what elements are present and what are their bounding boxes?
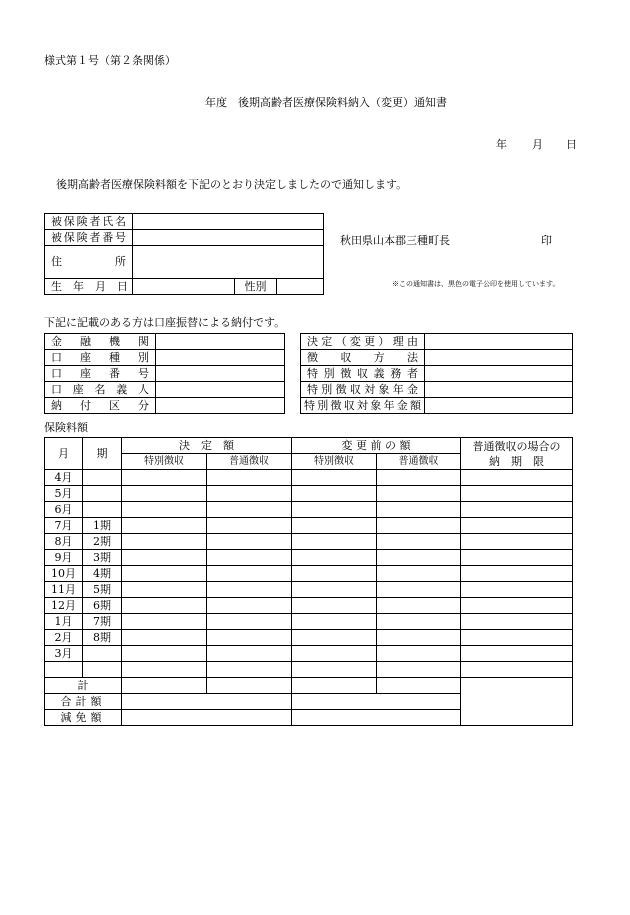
deadline-header-line2: 納 期 限 [489, 454, 544, 468]
before-special-cell [292, 646, 377, 662]
decision-info-table [300, 333, 573, 414]
decided-special-cell [122, 662, 207, 678]
birth-row [45, 279, 324, 295]
insured-name-value [133, 214, 324, 230]
before-special-cell [292, 630, 377, 646]
address-label: 住 所 [45, 246, 133, 279]
decided-amount-header: 決 定 額 [122, 438, 292, 454]
decided-normal-cell [207, 534, 292, 550]
deadline-cell [461, 518, 573, 534]
month-cell: 5月 [45, 486, 83, 502]
bank-institution-row [45, 334, 285, 350]
before-normal-cell [377, 614, 461, 630]
electronic-seal-note: ※この通知書は、黒色の電子公印を使用しています。 [392, 280, 560, 288]
insured-number-value [133, 230, 324, 246]
subtotal-row [45, 678, 573, 694]
issuer-name: 秋田県山本郡三種町長 [340, 234, 450, 247]
subtotal-decided-normal [207, 678, 292, 694]
bank-info-table [44, 333, 285, 414]
before-normal-cell [377, 486, 461, 502]
insured-info-table [44, 213, 324, 295]
decided-normal-cell [207, 518, 292, 534]
birth-label: 生 年 月 日 [45, 279, 133, 295]
deadline-cell [461, 662, 573, 678]
decided-special-header: 特別徴収 [122, 454, 207, 470]
institution-label: 金融機関 [45, 334, 156, 350]
deadline-cell [461, 614, 573, 630]
period-cell [83, 646, 122, 662]
payment-category-value [156, 398, 285, 414]
before-special-cell [292, 502, 377, 518]
decided-normal-cell [207, 550, 292, 566]
before-normal-header: 普通徴収 [377, 454, 461, 470]
table-row [45, 550, 573, 566]
deadline-cell [461, 566, 573, 582]
decided-normal-cell [207, 614, 292, 630]
deadline-cell [461, 598, 573, 614]
decided-special-cell [122, 566, 207, 582]
table-row [45, 534, 573, 550]
decided-normal-cell [207, 598, 292, 614]
method-value [425, 350, 573, 366]
reduction-before [292, 710, 461, 726]
premium-section-label: 保険料額 [44, 421, 88, 434]
month-cell: 7月 [45, 518, 83, 534]
before-special-cell [292, 582, 377, 598]
total-decided [122, 694, 292, 710]
before-normal-cell [377, 646, 461, 662]
account-type-value [156, 350, 285, 366]
account-number-value [156, 366, 285, 382]
decided-normal-cell [207, 646, 292, 662]
period-cell: 1期 [83, 518, 122, 534]
insured-number-label: 被保険者番号 [45, 230, 133, 246]
obligor-row [301, 366, 573, 382]
deadline-cell [461, 534, 573, 550]
period-cell: 8期 [83, 630, 122, 646]
deadline-cell [461, 582, 573, 598]
decided-special-cell [122, 630, 207, 646]
before-special-cell [292, 566, 377, 582]
deadline-cell [461, 486, 573, 502]
before-change-header: 変 更 前 の 額 [292, 438, 461, 454]
month-cell: 10月 [45, 566, 83, 582]
form-number: 様式第１号（第２条関係） [44, 54, 176, 67]
intro-text: 後期高齢者医療保険料額を下記のとおり決定しましたので通知します。 [56, 178, 408, 191]
period-cell [83, 502, 122, 518]
deadline-cell [461, 470, 573, 486]
reason-row [301, 334, 573, 350]
table-row [45, 598, 573, 614]
institution-value [156, 334, 285, 350]
before-normal-cell [377, 582, 461, 598]
method-row [301, 350, 573, 366]
period-cell [83, 470, 122, 486]
reduction-decided [122, 710, 292, 726]
decided-normal-cell [207, 582, 292, 598]
month-cell: 4月 [45, 470, 83, 486]
subtotal-deadline [461, 678, 573, 726]
table-row [45, 614, 573, 630]
month-cell [45, 662, 83, 678]
date-day-label: 日 [566, 138, 577, 151]
period-cell [83, 662, 122, 678]
before-special-cell [292, 534, 377, 550]
decided-special-cell [122, 598, 207, 614]
decided-normal-cell [207, 470, 292, 486]
deadline-cell [461, 646, 573, 662]
pension-row [301, 382, 573, 398]
before-normal-cell [377, 566, 461, 582]
deadline-cell [461, 550, 573, 566]
decided-special-cell [122, 614, 207, 630]
before-normal-cell [377, 534, 461, 550]
reduction-label: 減免額 [45, 710, 122, 726]
subtotal-decided-special [122, 678, 207, 694]
insured-name-label: 被保険者氏名 [45, 214, 133, 230]
period-cell: 2期 [83, 534, 122, 550]
decided-normal-cell [207, 566, 292, 582]
table-row [45, 582, 573, 598]
period-header: 期 [83, 438, 122, 470]
before-normal-cell [377, 662, 461, 678]
before-special-cell [292, 486, 377, 502]
period-cell: 3期 [83, 550, 122, 566]
subtotal-before-special [292, 678, 377, 694]
month-cell: 3月 [45, 646, 83, 662]
pension-label: 特別徴収対象年金 [301, 382, 425, 398]
deadline-header-line1: 普通徴収の場合の [472, 439, 561, 453]
decided-special-cell [122, 582, 207, 598]
table-row [45, 630, 573, 646]
reason-value [425, 334, 573, 350]
month-cell: 12月 [45, 598, 83, 614]
sex-value [277, 279, 324, 295]
total-label: 合計額 [45, 694, 122, 710]
deadline-cell [461, 502, 573, 518]
insured-number-row [45, 230, 324, 246]
account-number-row [45, 366, 285, 382]
month-header: 月 [45, 438, 83, 470]
pension-value [425, 382, 573, 398]
address-row [45, 246, 324, 279]
decided-normal-cell [207, 486, 292, 502]
decided-special-cell [122, 646, 207, 662]
before-special-cell [292, 518, 377, 534]
decided-normal-cell [207, 630, 292, 646]
seal-mark: 印 [541, 234, 552, 247]
month-cell: 8月 [45, 534, 83, 550]
pension-amount-row [301, 398, 573, 414]
before-special-cell [292, 550, 377, 566]
reason-label: 決定（変更）理由 [301, 334, 425, 350]
before-normal-cell [377, 598, 461, 614]
address-value [133, 246, 324, 279]
before-normal-cell [377, 502, 461, 518]
period-cell: 6期 [83, 598, 122, 614]
before-special-cell [292, 662, 377, 678]
period-cell [83, 486, 122, 502]
birth-value [133, 279, 235, 295]
account-holder-row [45, 382, 285, 398]
month-cell: 11月 [45, 582, 83, 598]
decided-special-cell [122, 550, 207, 566]
date-year-label: 年 [496, 138, 507, 151]
period-cell: 5期 [83, 582, 122, 598]
date-month-label: 月 [532, 138, 543, 151]
before-special-cell [292, 470, 377, 486]
account-type-label: 口座種別 [45, 350, 156, 366]
total-before [292, 694, 461, 710]
month-cell: 9月 [45, 550, 83, 566]
account-holder-value [156, 382, 285, 398]
table-row [45, 518, 573, 534]
obligor-label: 特別徴収義務者 [301, 366, 425, 382]
account-number-label: 口座番号 [45, 366, 156, 382]
payment-category-label: 納付区分 [45, 398, 156, 414]
subtotal-before-normal [377, 678, 461, 694]
pension-amount-value [425, 398, 573, 414]
subtotal-label: 計 [45, 678, 122, 694]
table-row [45, 566, 573, 582]
decided-normal-cell [207, 502, 292, 518]
decided-normal-header: 普通徴収 [207, 454, 292, 470]
decided-special-cell [122, 534, 207, 550]
table-row [45, 646, 573, 662]
deadline-cell [461, 630, 573, 646]
decided-normal-cell [207, 662, 292, 678]
period-cell: 4期 [83, 566, 122, 582]
deadline-header [461, 438, 573, 470]
obligor-value [425, 366, 573, 382]
before-normal-cell [377, 470, 461, 486]
insured-name-row [45, 214, 324, 230]
payment-category-row [45, 398, 285, 414]
before-special-cell [292, 614, 377, 630]
table-row [45, 502, 573, 518]
before-special-cell [292, 598, 377, 614]
month-cell: 2月 [45, 630, 83, 646]
before-normal-cell [377, 518, 461, 534]
premium-table [44, 437, 573, 726]
decided-special-cell [122, 502, 207, 518]
account-type-row [45, 350, 285, 366]
decided-special-cell [122, 470, 207, 486]
account-holder-label: 口座名義人 [45, 382, 156, 398]
month-cell: 6月 [45, 502, 83, 518]
method-label: 徴収方法 [301, 350, 425, 366]
decided-special-cell [122, 518, 207, 534]
premium-header-row [45, 438, 573, 454]
table-row [45, 470, 573, 486]
before-normal-cell [377, 630, 461, 646]
table-row [45, 486, 573, 502]
table-row [45, 662, 573, 678]
pension-amount-label: 特別徴収対象年金額 [301, 398, 425, 414]
before-special-header: 特別徴収 [292, 454, 377, 470]
decided-special-cell [122, 486, 207, 502]
period-cell: 7期 [83, 614, 122, 630]
sex-label: 性別 [235, 279, 277, 295]
page-title: 年度 後期高齢者医療保険料納入（変更）通知書 [205, 96, 447, 109]
month-cell: 1月 [45, 614, 83, 630]
before-normal-cell [377, 550, 461, 566]
bank-transfer-note: 下記に記載のある方は口座振替による納付です。 [44, 316, 286, 329]
